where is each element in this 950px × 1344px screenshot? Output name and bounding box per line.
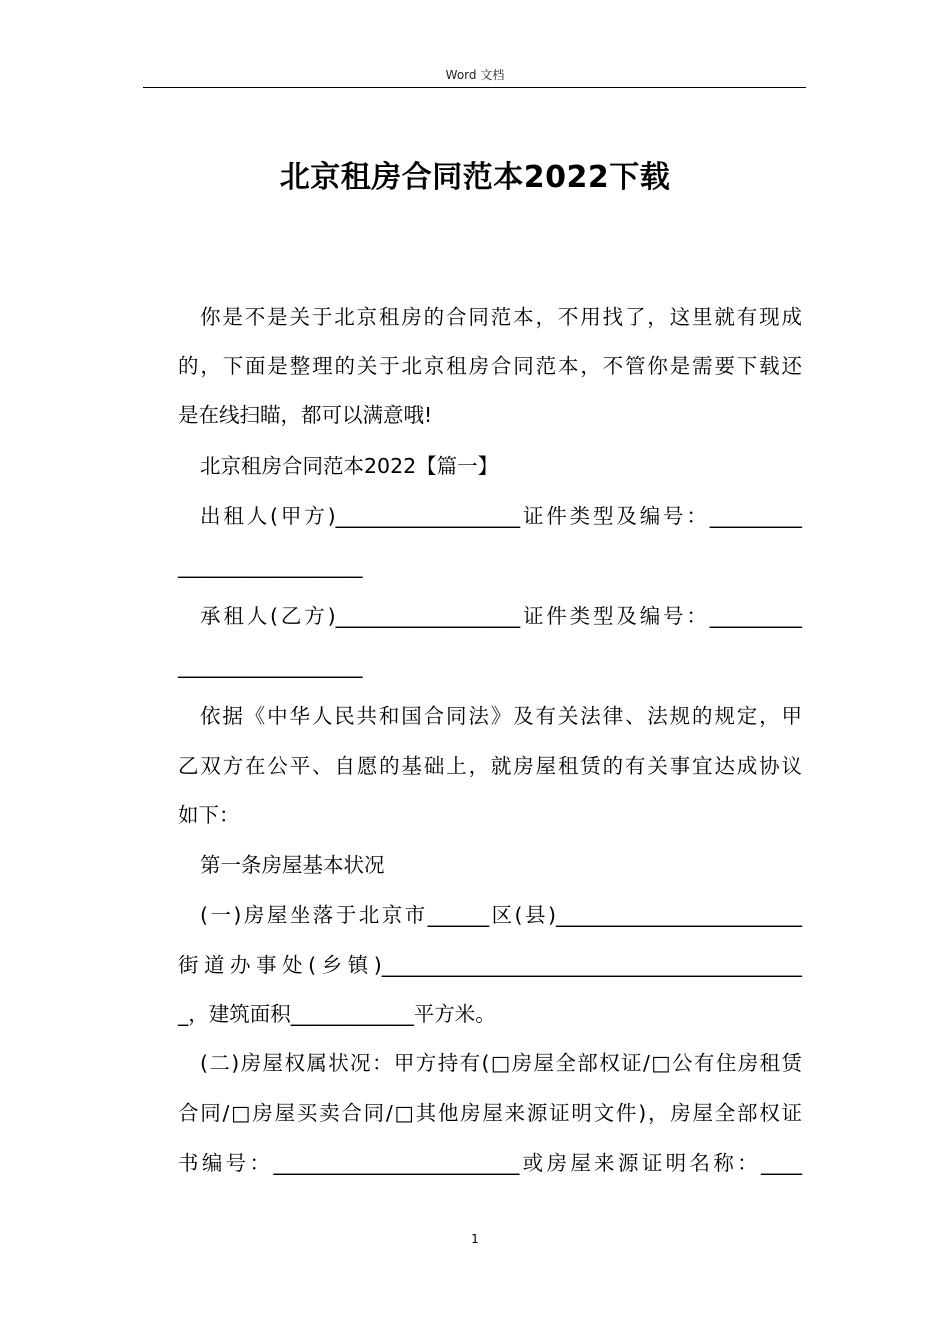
paragraph-line: 合同/□房屋买卖合同/□其他房屋来源证明文件)，房屋全部权证 — [178, 1101, 802, 1125]
paragraph-line: 依据《中华人民共和国合同法》及有关法律、法规的规定，甲 — [200, 704, 802, 728]
paragraph-line: 乙双方在公平、自愿的基础上，就房屋租赁的有关事宜达成协议 — [178, 754, 802, 778]
header-divider — [143, 87, 806, 88]
paragraph-line: 你是不是关于北京租房的合同范本，不用找了，这里就有现成 — [200, 305, 802, 329]
paragraph-line: (二)房屋权属状况：甲方持有(□房屋全部权证/□公有住房租赁 — [200, 1051, 802, 1075]
form-line: _，建筑面积____________平方米。 — [178, 1002, 496, 1026]
form-line: 承租人(乙方)__________________证件类型及编号：_________ — [200, 604, 802, 628]
form-line: 出租人(甲方)__________________证件类型及编号：_________ — [200, 504, 802, 528]
article-heading: 第一条房屋基本状况 — [200, 853, 385, 877]
section-heading: 北京租房合同范本2022【篇一】 — [200, 454, 499, 478]
form-line: __________________ — [178, 654, 363, 678]
header-label: Word 文档 — [445, 68, 505, 82]
form-line: 街道办事处(乡镇)_________________________________________ — [178, 953, 802, 977]
page-number: 1 — [471, 1232, 479, 1246]
form-line: __________________ — [178, 554, 363, 578]
paragraph-line: 如下： — [178, 803, 240, 827]
form-line: 书编号：________________________或房屋来源证明名称：____ — [178, 1151, 802, 1175]
form-line: (一)房屋坐落于北京市______区(县)________________________ — [200, 903, 802, 927]
document-title: 北京租房合同范本2022下载 — [279, 160, 671, 195]
paragraph-line: 的，下面是整理的关于北京租房合同范本，不管你是需要下载还 — [178, 354, 802, 378]
paragraph-line: 是在线扫瞄，都可以满意哦! — [178, 403, 433, 427]
